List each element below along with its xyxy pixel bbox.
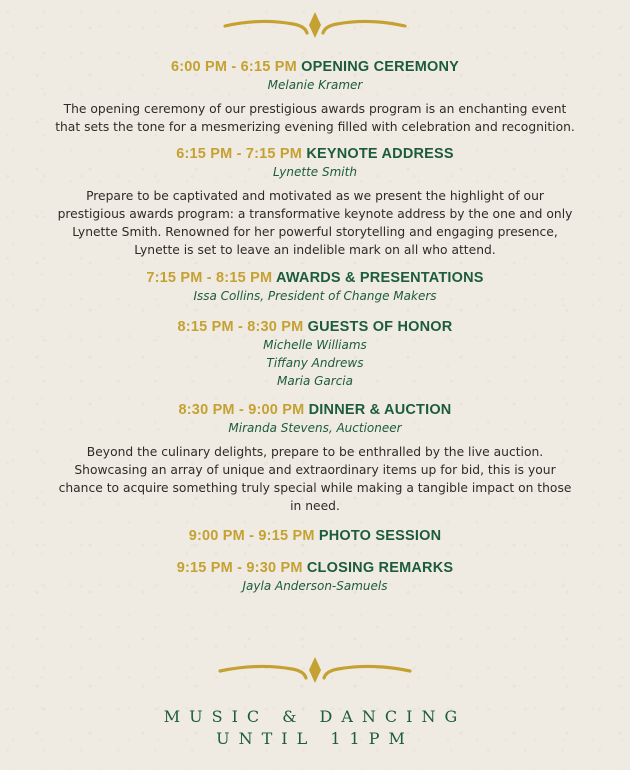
bottom-ornament-icon	[0, 653, 630, 687]
event-title: GUESTS OF HONOR	[307, 319, 453, 335]
event-presenter: Melanie Kramer	[267, 78, 363, 92]
event-time: 9:15 PM - 9:30 PM	[176, 560, 303, 576]
event-awards-presentations	[0, 269, 630, 305]
event-time: 9:00 PM - 9:15 PM	[188, 528, 315, 544]
event-time: 6:15 PM - 7:15 PM	[176, 146, 303, 162]
event-closing-remarks	[0, 559, 630, 595]
event-dinner-auction	[0, 401, 630, 515]
event-time: 8:30 PM - 9:00 PM	[178, 402, 305, 418]
event-title: CLOSING REMARKS	[306, 560, 454, 576]
event-time: 6:00 PM - 6:15 PM	[170, 59, 297, 75]
event-title: OPENING CEREMONY	[301, 59, 459, 75]
event-keynote-address	[0, 145, 630, 259]
event-title: DINNER & AUCTION	[308, 402, 452, 418]
footer-line-1: MUSIC & DANCING	[163, 707, 467, 726]
event-time: 8:15 PM - 8:30 PM	[177, 319, 304, 335]
event-title: KEYNOTE ADDRESS	[306, 146, 454, 162]
event-presenter: Issa Collins, President of Change Makers	[193, 289, 437, 303]
event-time: 7:15 PM - 8:15 PM	[146, 270, 273, 286]
top-ornament-icon	[0, 8, 630, 42]
event-title: AWARDS & PRESENTATIONS	[275, 270, 484, 286]
event-presenter: Lynette Smith	[273, 165, 357, 179]
event-description: The opening ceremony of our prestigious awards program is an enchanting event that sets the tone for a mesmerizing evening filled with celebration and recognition.	[55, 102, 575, 134]
event-description: Beyond the culinary delights, prepare to be enthralled by the live auction. Showcasing an array of unique and extraordinary items up for bid, this is your chance to acquire something truly special while making a tangible impact on those in need.	[58, 445, 572, 513]
schedule	[0, 58, 630, 595]
event-guest: Michelle Williams	[263, 338, 367, 352]
footer-note	[0, 706, 630, 750]
event-description: Prepare to be captivated and motivated as we present the highlight of our prestigious awards program: a transformative keynote address by the one and only Lynette Smith. Renowned for her powerful storytelling and engaging presence, Lynette is set to leave an indelible mark on all who attend.	[57, 189, 573, 257]
event-opening-ceremony	[0, 58, 630, 136]
footer-line-2: UNTIL 11PM	[216, 729, 414, 748]
event-presenter: Miranda Stevens, Auctioneer	[228, 421, 402, 435]
event-guests-of-honor	[0, 318, 630, 390]
event-guest: Maria Garcia	[276, 374, 353, 388]
event-title: PHOTO SESSION	[318, 528, 442, 544]
event-guest: Tiffany Andrews	[266, 356, 364, 370]
event-photo-session	[0, 527, 630, 545]
event-presenter: Jayla Anderson-Samuels	[242, 579, 388, 593]
